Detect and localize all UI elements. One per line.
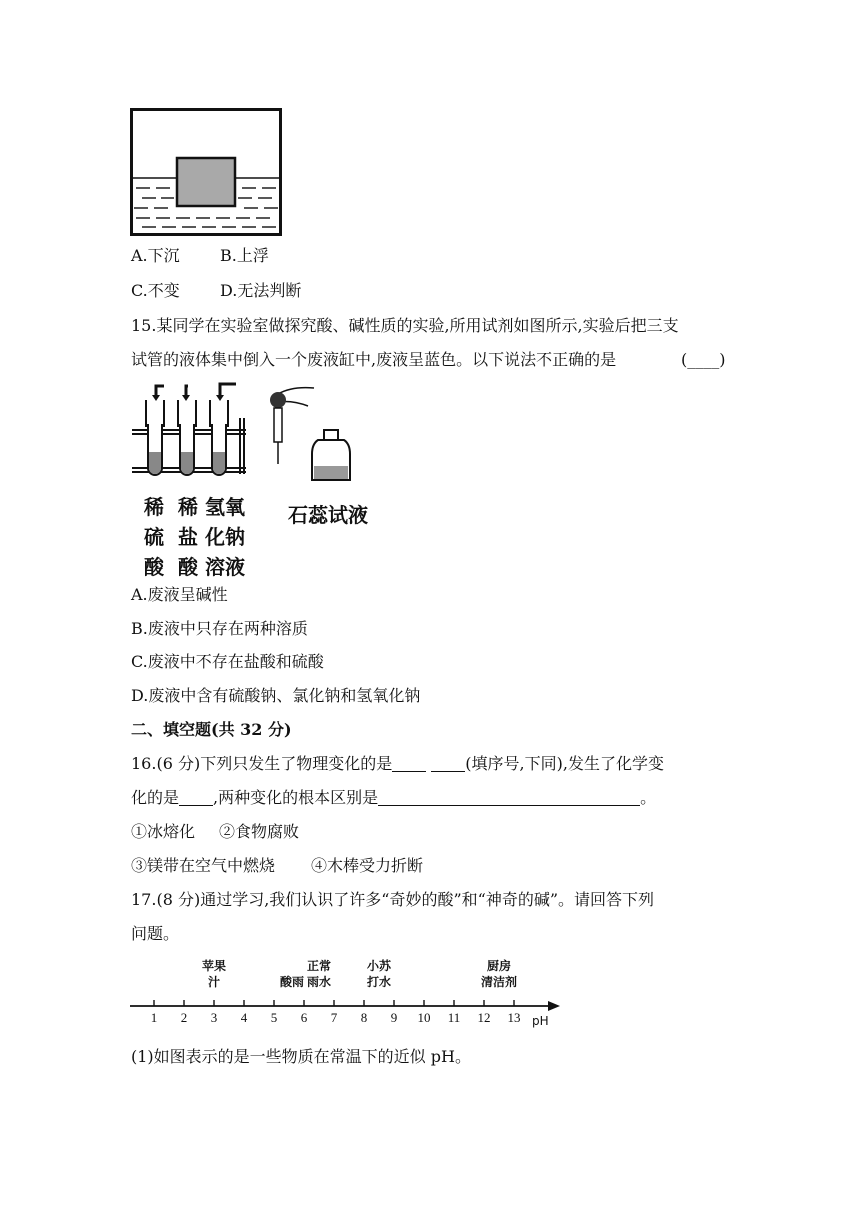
- q16-items-row1: [131, 821, 300, 843]
- q15-option-c: C.废液中不存在盐酸和硫酸: [131, 652, 324, 671]
- q15-option-a: A.废液呈碱性: [131, 585, 228, 604]
- q14-figure-block-in-liquid: [130, 108, 282, 236]
- ph-substance-label: 苹果 汁: [201, 959, 226, 989]
- q15-stem-line1: 15.某同学在实验室做探究酸、碱性质的实验,所用试剂如图所示,实验后把三支: [131, 316, 679, 335]
- q17-stem-line1: 17.(8 分)通过学习,我们认识了许多“奇妙的酸”和“神奇的碱”。请回答下列: [131, 890, 655, 909]
- q16-item-3: ③镁带在空气中燃烧: [131, 856, 276, 875]
- q14-options-row2: [131, 280, 302, 302]
- q15-option-d: D.废液中含有硫酸钠、氯化钠和氢氧化钠: [131, 686, 421, 705]
- ph-substance-label: 厨房 清洁剂: [480, 959, 517, 989]
- q16-line1: 16.(6 分)下列只发生了物理变化的是 (填序号,下同),发生了化学变: [131, 754, 664, 773]
- q14-option-d: D.无法判断: [220, 281, 302, 300]
- q15-label-litmus-solution: 石蕊试液: [288, 503, 368, 527]
- q14-option-a: A.下沉: [131, 246, 180, 265]
- q16-item-2: ②食物腐败: [219, 822, 300, 841]
- ph-substance-label: 小苏 打水: [366, 959, 391, 989]
- q16-blank-chemical[interactable]: [179, 789, 213, 806]
- ph-tick-label-13: 13: [507, 1010, 521, 1025]
- q15-label-dilute-hydrochloric-acid: 稀 盐 酸: [178, 495, 198, 579]
- q14-option-c: C.不变: [131, 281, 180, 300]
- ph-tick-label-1: 1: [150, 1010, 158, 1025]
- q15-label-sodium-hydroxide-solution: 氢氧 化钠 溶液: [205, 495, 245, 579]
- q15-option-b: B.废液中只存在两种溶质: [131, 619, 308, 638]
- q14-options-row1: [131, 245, 269, 267]
- q17-ph-scale-figure: [130, 956, 560, 1034]
- q15-stem-line2: 试管的液体集中倒入一个废液缸中,废液呈蓝色。以下说法不正确的是 (____): [131, 350, 726, 369]
- q16-blank-physical-1[interactable]: [392, 755, 426, 772]
- q16-blank-physical-2[interactable]: [431, 755, 465, 772]
- q17-sub1: (1)如图表示的是一些物质在常温下的近似 pH。: [131, 1047, 471, 1066]
- q16-line2: 化的是 ,两种变化的根本区别是 。: [131, 788, 657, 807]
- ph-substance-label: 正常 雨水: [306, 959, 331, 989]
- ph-tick-label-7: 7: [330, 1010, 338, 1025]
- ph-tick-label-3: 3: [210, 1010, 218, 1025]
- ph-tick-label-6: 6: [300, 1010, 308, 1025]
- q15-answer-blank: (____): [681, 350, 726, 369]
- ph-tick-label-2: 2: [180, 1010, 188, 1025]
- ph-substance-label: 酸雨: [279, 975, 304, 989]
- ph-axis-arrow: [548, 1001, 560, 1011]
- ph-axis-label: pH: [532, 1014, 549, 1028]
- q16-blank-difference[interactable]: [378, 789, 640, 806]
- ph-tick-label-12: 12: [477, 1010, 491, 1025]
- q16-item-1: ①冰熔化: [131, 822, 196, 841]
- q16-item-4: ④木棒受力折断: [311, 856, 424, 875]
- q15-label-dilute-sulfuric-acid: 稀 硫 酸: [144, 495, 164, 579]
- q14-option-b: B.上浮: [220, 246, 269, 265]
- ph-tick-label-8: 8: [360, 1010, 368, 1025]
- q15-figure-test-tubes: [128, 378, 378, 488]
- ph-tick-label-4: 4: [240, 1010, 248, 1025]
- section-title-fill-in: 二、填空题(共 32 分): [131, 720, 292, 739]
- q17-stem-line2: 问题。: [131, 924, 180, 943]
- ph-tick-label-11: 11: [447, 1010, 461, 1025]
- ph-tick-label-5: 5: [270, 1010, 278, 1025]
- ph-tick-label-10: 10: [417, 1010, 431, 1025]
- ph-tick-label-9: 9: [390, 1010, 398, 1025]
- q16-items-row2: [131, 855, 424, 877]
